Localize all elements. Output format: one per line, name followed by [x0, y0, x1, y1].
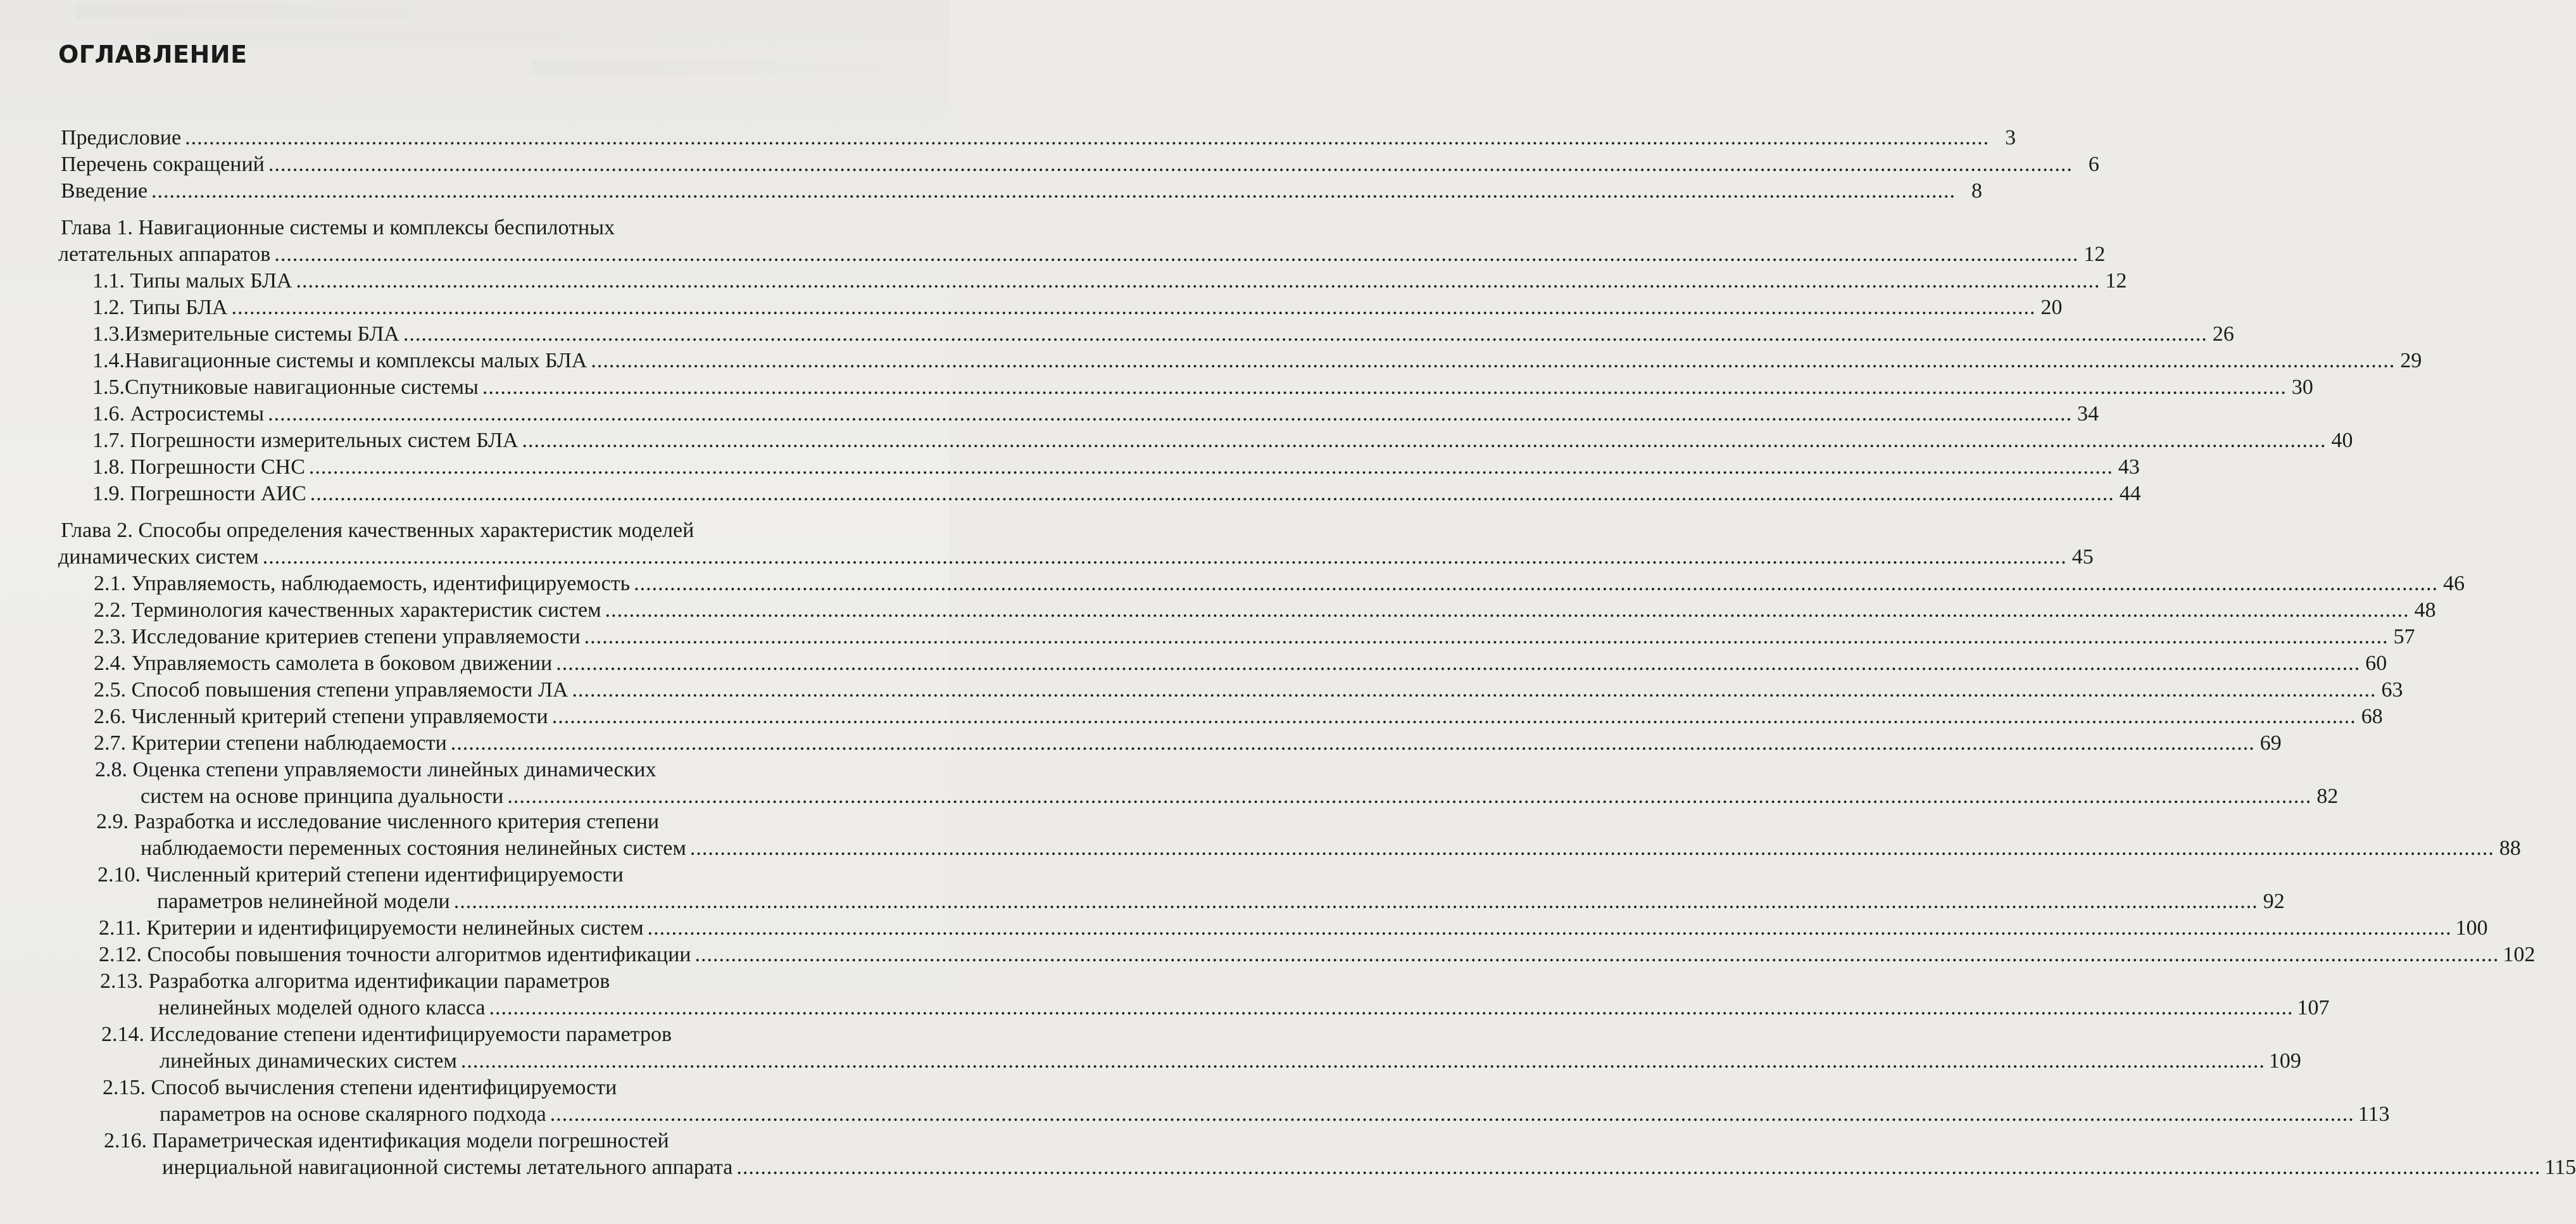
- dot-leader: ............................................................................................................................................................................................................................................................................................................: [460, 1049, 2265, 1073]
- dot-leader: ............................................................................................................................................................................................................................................................................................................: [268, 153, 2073, 176]
- toc-page-number: 48: [2414, 598, 2436, 622]
- toc-page-number: 12: [2105, 269, 2127, 293]
- toc-entry-line: [97, 862, 624, 888]
- toc-page-number: 107: [2297, 996, 2330, 1019]
- dot-leader: ............................................................................................................................................................................................................................................................................................................: [296, 269, 2101, 293]
- toc-entry-last-line: [94, 651, 2387, 676]
- toc-entry-last-line: [92, 481, 2141, 507]
- dot-leader: ............................................................................................................................................................................................................................................................................................................: [605, 598, 2410, 622]
- dot-leader: ............................................................................................................................................................................................................................................................................................................: [450, 731, 2255, 755]
- toc-entry-line: [103, 1075, 617, 1101]
- dot-leader: ............................................................................................................................................................................................................................................................................................................: [634, 572, 2439, 595]
- toc-entry-line: [95, 757, 656, 783]
- toc-page-number: 69: [2259, 731, 2282, 755]
- toc-entry-last-line: [92, 428, 2353, 453]
- toc-entry-last-line: [92, 455, 2140, 480]
- toc-entry-title: 2.8. Оценка степени управляемости линейных динамических: [95, 758, 657, 781]
- dot-leader: ............................................................................................................................................................................................................................................................................................................: [151, 179, 1956, 203]
- toc-entry-title: 2.14. Исследование степени идентифицируемости параметров: [101, 1023, 672, 1046]
- dot-leader: ............................................................................................................................................................................................................................................................................................................: [482, 375, 2287, 399]
- toc-entry-title: 1.4.Навигационные системы и комплексы малых БЛА: [92, 349, 587, 372]
- toc-entry-last-line: [160, 1102, 2390, 1127]
- toc-entry-last-line: [61, 179, 1983, 204]
- toc-page-number: 113: [2358, 1102, 2390, 1126]
- toc-entry-title: наблюдаемости переменных состояния нелинейных систем: [141, 836, 686, 860]
- toc-page-number: 100: [2455, 916, 2488, 940]
- toc-entry-title: 2.5. Способ повышения степени управляемости ЛА: [94, 678, 569, 702]
- toc-entry-last-line: [58, 545, 2094, 570]
- toc-entry-last-line: [92, 322, 2234, 347]
- toc-entry-title: 2.12. Способы повышения точности алгоритмов идентификации: [99, 943, 691, 966]
- toc-entry-title: нелинейных моделей одного класса: [158, 996, 486, 1019]
- toc-page-number: 40: [2331, 429, 2353, 452]
- toc-page-number: 34: [2077, 402, 2099, 426]
- toc-entry-title: 1.9. Погрешности АИС: [92, 482, 306, 505]
- toc-entry-title: 1.6. Астросистемы: [92, 402, 265, 426]
- dot-leader: ............................................................................................................................................................................................................................................................................................................: [522, 429, 2327, 452]
- toc-entry-title: Предисловие: [61, 126, 182, 149]
- toc-entry-title: 2.4. Управляемость самолета в боковом движении: [94, 652, 553, 675]
- dot-leader: ............................................................................................................................................................................................................................................................................................................: [550, 1102, 2354, 1126]
- toc-page-number: 3: [2005, 126, 2016, 149]
- toc-entry-title: 2.9. Разработка и исследование численного критерия степени: [96, 810, 660, 833]
- toc-page-number: 63: [2381, 678, 2403, 702]
- dot-leader: ............................................................................................................................................................................................................................................................................................................: [489, 996, 2294, 1019]
- dot-leader: ............................................................................................................................................................................................................................................................................................................: [584, 625, 2389, 648]
- toc-entry-title: 2.3. Исследование критериев степени управляемости: [94, 625, 581, 648]
- toc-entry-title: параметров нелинейной модели: [157, 890, 450, 913]
- toc-entry-line: [101, 1022, 672, 1047]
- toc-entry-last-line: [157, 889, 2285, 914]
- toc-entry-title: параметров на основе скалярного подхода: [160, 1102, 546, 1126]
- toc-entry-title: динамических систем: [58, 545, 259, 569]
- toc-page-number: 115: [2544, 1156, 2576, 1179]
- toc-entry-title: 2.2. Терминология качественных характеристик систем: [94, 598, 601, 622]
- toc-entry-title: 2.11. Критерии и идентифицируемости нелинейных систем: [99, 916, 644, 940]
- toc-entry-title: 1.1. Типы малых БЛА: [92, 269, 292, 293]
- toc-entry-last-line: [94, 731, 2282, 756]
- toc-entry-last-line: [158, 995, 2330, 1021]
- toc-entry-title: Глава 1. Навигационные системы и комплексы беспилотных: [61, 216, 615, 239]
- toc-page-number: 43: [2118, 455, 2140, 479]
- toc-page-number: 88: [2499, 836, 2521, 860]
- toc-entry-last-line: [94, 704, 2383, 729]
- toc-entry-title: 2.10. Численный критерий степени идентифицируемости: [97, 863, 624, 886]
- toc-page-number: 30: [2291, 375, 2313, 399]
- dot-leader: ............................................................................................................................................................................................................................................................................................................: [453, 890, 2258, 913]
- toc-page-number: 68: [2361, 705, 2383, 728]
- toc-entry-title: 2.6. Численный критерий степени управляемости: [94, 705, 548, 728]
- toc-entry-title: 2.15. Способ вычисления степени идентифицируемости: [103, 1076, 617, 1099]
- toc-entry-last-line: [92, 295, 2063, 320]
- toc-entry-title: инерциальной навигационной системы летательного аппарата: [162, 1156, 733, 1179]
- toc-page-number: 26: [2212, 322, 2234, 346]
- dot-leader: ............................................................................................................................................................................................................................................................................................................: [736, 1156, 2541, 1179]
- dot-leader: ............................................................................................................................................................................................................................................................................................................: [308, 455, 2113, 479]
- toc-entry-title: летательных аппаратов: [58, 243, 271, 266]
- dot-leader: ............................................................................................................................................................................................................................................................................................................: [694, 943, 2499, 966]
- toc-entry-title: Глава 2. Способы определения качественных характеристик моделей: [61, 519, 694, 542]
- toc-entry-title: 1.3.Измерительные системы БЛА: [92, 322, 399, 346]
- toc-entry-line: [104, 1128, 669, 1154]
- toc-entry-title: 2.13. Разработка алгоритма идентификации параметров: [100, 969, 610, 993]
- dot-leader: ............................................................................................................................................................................................................................................................................................................: [551, 705, 2356, 728]
- toc-page-number: 20: [2040, 296, 2063, 319]
- dot-leader: ............................................................................................................................................................................................................................................................................................................: [556, 652, 2361, 675]
- toc-entry-last-line: [162, 1155, 2576, 1180]
- toc-entry-last-line: [94, 678, 2403, 703]
- toc-page-number: 109: [2268, 1049, 2301, 1073]
- dot-leader: ............................................................................................................................................................................................................................................................................................................: [572, 678, 2377, 702]
- toc-page-number: 102: [2503, 943, 2535, 966]
- toc-entry-title: Введение: [61, 179, 148, 203]
- toc-entry-last-line: [99, 942, 2535, 968]
- toc-page-number: 44: [2119, 482, 2141, 505]
- toc-entry-last-line: [92, 401, 2099, 427]
- toc-entry-last-line: [92, 348, 2422, 374]
- toc-entry-last-line: [61, 152, 2099, 177]
- toc-entry-title: 1.5.Спутниковые навигационные системы: [92, 375, 479, 399]
- toc-entry-title: 2.1. Управляемость, наблюдаемость, идентифицируемость: [94, 572, 631, 595]
- toc-page-number: 60: [2365, 652, 2387, 675]
- toc-entry-last-line: [94, 624, 2415, 650]
- toc-entry-last-line: [141, 784, 2339, 809]
- toc-page-number: 92: [2263, 890, 2285, 913]
- toc-entry-last-line: [58, 242, 2106, 267]
- toc-page-number: 45: [2071, 545, 2094, 569]
- toc-entry-line: [96, 809, 659, 835]
- dot-leader: ............................................................................................................................................................................................................................................................................................................: [689, 836, 2494, 860]
- toc-entry-title: Перечень сокращений: [61, 153, 265, 176]
- dot-leader: ............................................................................................................................................................................................................................................................................................................: [262, 545, 2067, 569]
- toc-page-number: 29: [2400, 349, 2422, 372]
- toc-entry-title: линейных динамических систем: [160, 1049, 457, 1073]
- dot-leader: ............................................................................................................................................................................................................................................................................................................: [507, 785, 2312, 808]
- toc-entry-last-line: [92, 268, 2127, 294]
- toc-entry-last-line: [94, 571, 2465, 596]
- dot-leader: ............................................................................................................................................................................................................................................................................................................: [274, 243, 2079, 266]
- toc-entry-title: 2.16. Параметрическая идентификация модели погрешностей: [104, 1129, 669, 1152]
- toc-entry-last-line: [141, 836, 2521, 861]
- page-title: ОГЛАВЛЕНИЕ: [58, 41, 248, 68]
- toc-page-number: 57: [2393, 625, 2415, 648]
- toc-page-number: 12: [2083, 243, 2106, 266]
- dot-leader: ............................................................................................................................................................................................................................................................................................................: [591, 349, 2396, 372]
- toc-entry-last-line: [99, 916, 2488, 941]
- toc-entry-last-line: [94, 598, 2436, 623]
- dot-leader: ............................................................................................................................................................................................................................................................................................................: [268, 402, 2073, 426]
- toc-entry-line: [61, 518, 694, 543]
- toc-entry-line: [100, 969, 610, 994]
- toc-page-number: 46: [2443, 572, 2465, 595]
- toc-page-number: 8: [1971, 179, 1983, 203]
- toc-entry-last-line: [160, 1049, 2301, 1074]
- toc-entry-last-line: [92, 375, 2313, 400]
- dot-leader: ............................................................................................................................................................................................................................................................................................................: [231, 296, 2036, 319]
- toc-page-number: 82: [2316, 785, 2339, 808]
- dot-leader: ............................................................................................................................................................................................................................................................................................................: [403, 322, 2208, 346]
- toc-entry-title: 2.7. Критерии степени наблюдаемости: [94, 731, 447, 755]
- toc-page-number: 6: [2088, 153, 2099, 176]
- toc-entry-title: систем на основе принципа дуальности: [141, 785, 504, 808]
- dot-leader: ............................................................................................................................................................................................................................................................................................................: [185, 126, 1990, 149]
- dot-leader: ............................................................................................................................................................................................................................................................................................................: [310, 482, 2114, 505]
- toc-entry-line: [61, 215, 615, 241]
- toc-entry-last-line: [61, 125, 2016, 151]
- toc-entry-title: 1.7. Погрешности измерительных систем БЛА: [92, 429, 518, 452]
- dot-leader: ............................................................................................................................................................................................................................................................................................................: [647, 916, 2452, 940]
- toc-entry-title: 1.8. Погрешности СНС: [92, 455, 305, 479]
- toc-entry-title: 1.2. Типы БЛА: [92, 296, 228, 319]
